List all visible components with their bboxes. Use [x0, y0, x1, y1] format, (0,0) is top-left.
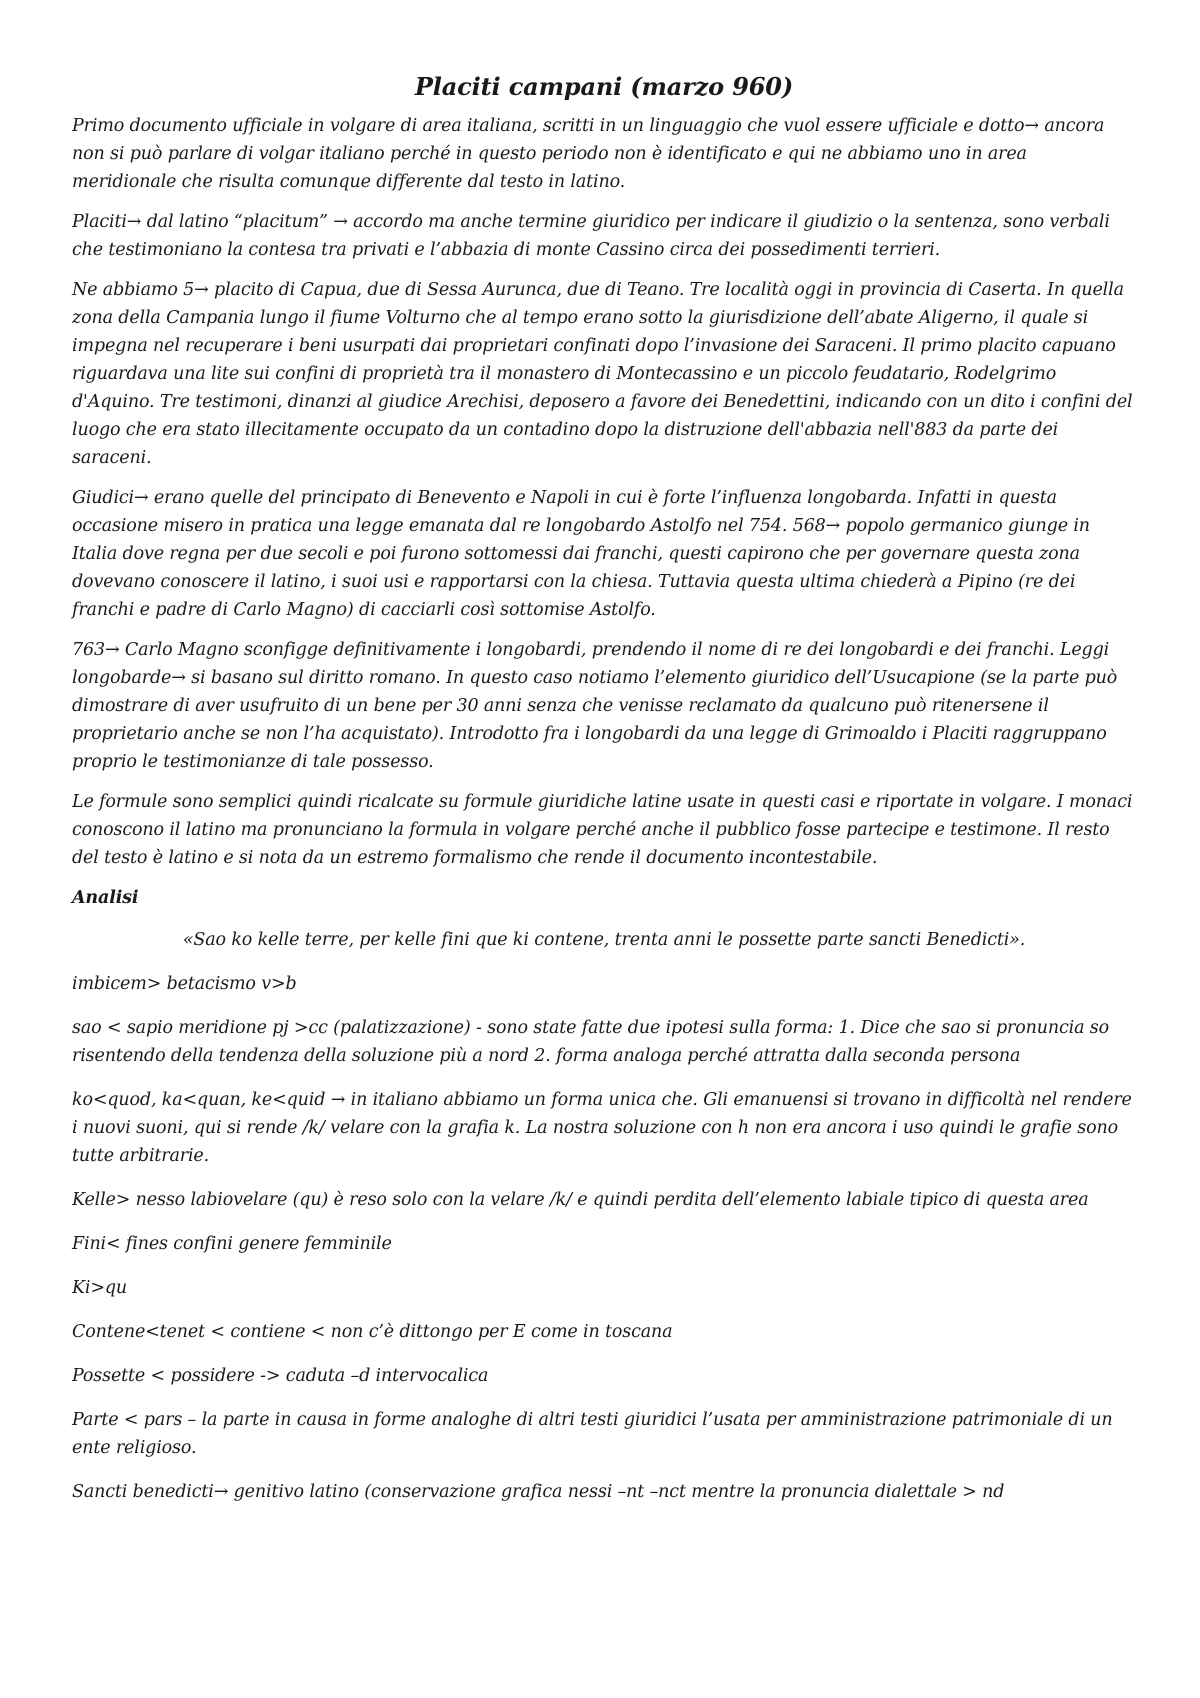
placito-quote: «Sao ko kelle terre, per kelle fini que ki contene, trenta anni le possette parte sancti Benedicti». — [182, 930, 1026, 950]
analysis-note: Kelle> nesso labiovelare (qu) è reso solo con la velare /k/ e quindi perdita dell’elemento labiale tipico di questa area — [72, 1190, 1089, 1210]
placiti-locations-paragraph: Ne abbiamo 5→ placito di Capua, due di Sessa Aurunca, due di Teano. Tre località oggi in provincia di Caserta. In quella zona della Campania lungo il fiume Volturno che al tempo erano sotto la giurisdizione dell’abate Aligerno, il quale si impegna nel recuperare i beni usurpati dai proprietari confinati dopo l’invasione dei Saraceni. Il primo placito capuano riguardava una lite sui confini di proprietà tra il monastero di Montecassino e un piccolo feudatario, Rodelgrimo d'Aquino. Tre testimoni, dinanzi al giudice Arechisi, deposero a favore dei Benedettini, indicando con un dito i confini del luogo che era stato illecitamente occupato da un contadino dopo la distruzione dell'abbazia nell'883 da parte dei saraceni. — [72, 280, 1133, 468]
analysis-note: Possette < possidere -> caduta –d intervocalica — [72, 1366, 489, 1386]
document-title: Placiti campani (marzo 960) — [414, 72, 794, 101]
analysis-note: sao < sapio meridione pj >cc (palatizzazione) - sono state fatte due ipotesi sulla forma: 1. Dice che sao si pronuncia so risentendo della tendenza della soluzione più a nord 2. forma analoga perché attratta dalla seconda persona — [72, 1018, 1110, 1066]
formulas-paragraph: Le formule sono semplici quindi ricalcate su formule giuridiche latine usate in questi casi e riportate in volgare. I monaci conoscono il latino ma pronunciano la formula in volgare perché anche il pubblico fosse partecipe e testimone. Il resto del testo è latino e si nota da un estremo formalismo che rende il documento incontestabile. — [72, 792, 1133, 868]
analysis-heading: Analisi — [72, 888, 139, 908]
analysis-note: Fini< fines confini genere femminile — [72, 1234, 392, 1254]
analysis-note: ko<quod, ka<quan, ke<quid → in italiano abbiamo un forma unica che. Gli emanuensi si trovano in difficoltà nel rendere i nuovi suoni, qui si rende /k/ velare con la grafia k. La nostra soluzione con h non era ancora i uso quindi le grafie sono tutte arbitrarie. — [72, 1090, 1132, 1166]
document-page — [72, 70, 1136, 1522]
analysis-note: Parte < pars – la parte in causa in forme analoghe di altri testi giuridici l’usata per amministrazione patrimoniale di un ente religioso. — [72, 1410, 1113, 1458]
placiti-definition-paragraph: Placiti→ dal latino “placitum” → accordo ma anche termine giuridico per indicare il giudizio o la sentenza, sono verbali che testimoniano la contesa tra privati e l’abbazia di monte Cassino circa dei possedimenti terrieri. — [72, 212, 1110, 260]
analysis-note: Contene<tenet < contiene < non c’è dittongo per E come in toscana — [72, 1322, 673, 1342]
judges-paragraph: Giudici→ erano quelle del principato di Benevento e Napoli in cui è forte l’influenza longobarda. Infatti in questa occasione misero in pratica una legge emanata dal re longobardo Astolfo nel 754. 568→ popolo germanico giunge in Italia dove regna per due secoli e poi furono sottomessi dai franchi, questi capirono che per governare questa zona dovevano conoscere il latino, i suoi usi e rapportarsi con la chiesa. Tuttavia questa ultima chiederà a Pipino (re dei franchi e padre di Carlo Magno) di cacciarli così sottomise Astolfo. — [72, 488, 1090, 620]
analysis-note: Sancti benedicti→ genitivo latino (conservazione grafica nessi –nt –nct mentre la pronuncia dialettale > nd — [72, 1482, 1005, 1502]
analysis-note: imbicem> betacismo v>b — [72, 974, 297, 994]
charlemagne-paragraph: 763→ Carlo Magno sconfigge definitivamente i longobardi, prendendo il nome di re dei longobardi e dei franchi. Leggi longobarde→ si basano sul diritto romano. In questo caso notiamo l’elemento giuridico dell’Usucapione (se la parte può dimostrare di aver usufruito di un bene per 30 anni senza che venisse reclamato da qualcuno può ritenersene il proprietario anche se non l’ha acquistato). Introdotto fra i longobardi da una legge di Grimoaldo i Placiti raggruppano proprio le testimonianze di tale possesso. — [72, 640, 1118, 772]
analysis-note: Ki>qu — [72, 1278, 128, 1298]
intro-paragraph: Primo documento ufficiale in volgare di area italiana, scritti in un linguaggio che vuol essere ufficiale e dotto→ ancora non si può parlare di volgar italiano perché in questo periodo non è identificato e qui ne abbiamo uno in area meridionale che risulta comunque differente dal testo in latino. — [72, 116, 1105, 192]
